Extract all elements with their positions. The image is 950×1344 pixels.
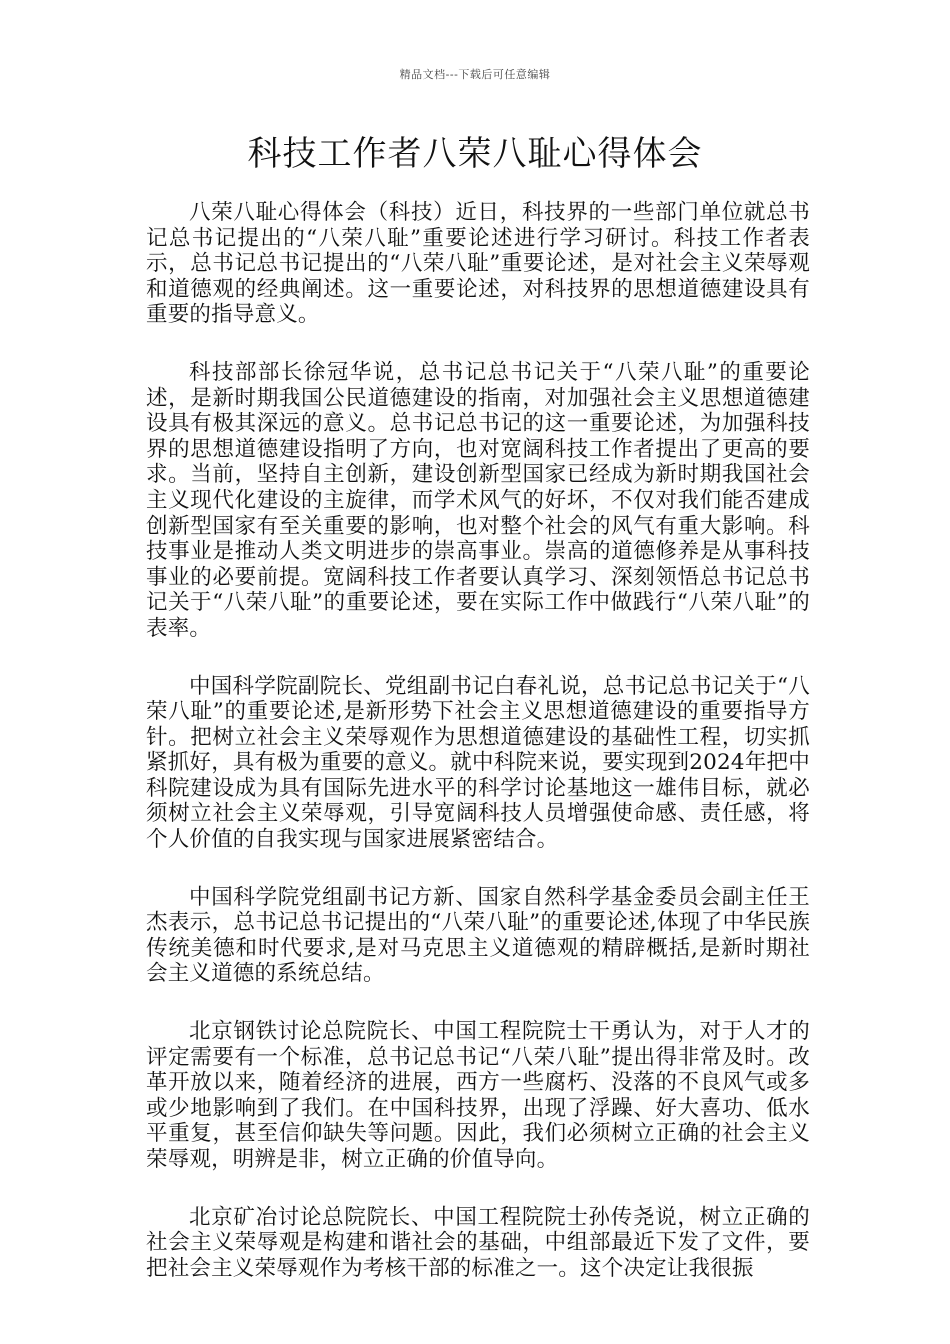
paragraph-3: 中国科学院副院长、党组副书记白春礼说，总书记总书记关于“八荣八耻”的重要论述,是新形势下社会主义思想道德建设的重要指导方针。把树立社会主义荣辱观作为思想道德建设的基础性工程，切实抓紧抓好，具有极为重要的意义。就中科院来说，要实现到2024年把中科院建设成为具有国际先进水平的科学讨论基地这一雄伟目标，就必须树立社会主义荣辱观，引导宽阔科技人员增强使命感、责任感，将个人价值的自我实现与国家进展紧密结合。 bbox=[146, 673, 810, 853]
paragraph-1: 八荣八耻心得体会（科技）近日，科技界的一些部门单位就总书记总书记提出的“八荣八耻”重要论述进行学习研讨。科技工作者表示，总书记总书记提出的“八荣八耻”重要论述，是对社会主义荣辱观和道德观的经典阐述。这一重要论述，对科技界的思想道德建设具有重要的指导意义。 bbox=[146, 200, 810, 328]
document-body bbox=[146, 200, 810, 1313]
paragraph-2: 科技部部长徐冠华说，总书记总书记关于“八荣八耻”的重要论述，是新时期我国公民道德建设的指南，对加强社会主义思想道德建设具有极其深远的意义。总书记总书记的这一重要论述，为加强科技界的思想道德建设指明了方向，也对宽阔科技工作者提出了更高的要求。当前，坚持自主创新，建设创新型国家已经成为新时期我国社会主义现代化建设的主旋律，而学术风气的好坏，不仅对我们能否建成创新型国家有至关重要的影响，也对整个社会的风气有重大影响。科技事业是推动人类文明进步的崇高事业。崇高的道德修养是从事科技事业的必要前提。宽阔科技工作者要认真学习、深刻领悟总书记总书记关于“八荣八耻”的重要论述，要在实际工作中做践行“八荣八耻”的表率。 bbox=[146, 359, 810, 641]
paragraph-6: 北京矿冶讨论总院院长、中国工程院院士孙传尧说，树立正确的社会主义荣辱观是构建和谐社会的基础，中组部最近下发了文件，要把社会主义荣辱观作为考核干部的标准之一。这个决定让我很振 bbox=[146, 1204, 810, 1281]
paragraph-5: 北京钢铁讨论总院院长、中国工程院院士干勇认为，对于人才的评定需要有一个标准，总书记总书记“八荣八耻”提出得非常及时。改革开放以来，随着经济的进展，西方一些腐朽、没落的不良风气或多或少地影响到了我们。在中国科技界，出现了浮躁、好大喜功、低水平重复，甚至信仰缺失等问题。因此，我们必须树立正确的社会主义荣辱观，明辨是非，树立正确的价值导向。 bbox=[146, 1019, 810, 1172]
header-note: 精品文档---下载后可任意编辑 bbox=[399, 68, 551, 81]
document-title: 科技工作者八荣八耻心得体会 bbox=[247, 134, 703, 174]
paragraph-4: 中国科学院党组副书记方新、国家自然科学基金委员会副主任王杰表示，总书记总书记提出的“八荣八耻”的重要论述,体现了中华民族传统美德和时代要求,是对马克思主义道德观的精辟概括,是新时期社会主义道德的系统总结。 bbox=[146, 884, 810, 987]
